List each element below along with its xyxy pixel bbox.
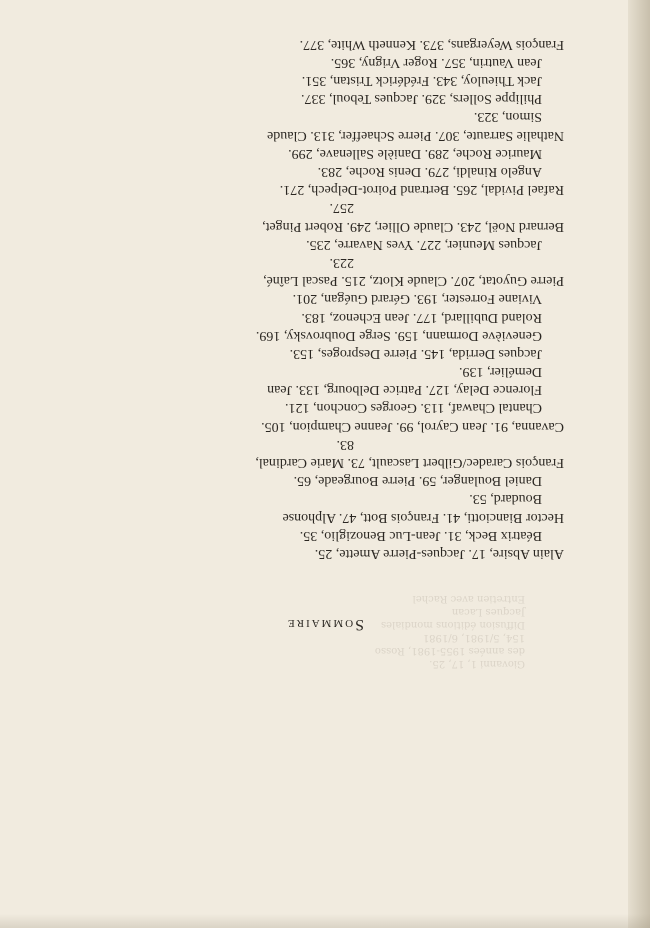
toc-line: Viviane Forrester, 193. Gérard Guégan, 201. bbox=[292, 291, 542, 307]
show-through-line: Jacques Lacan bbox=[451, 606, 525, 617]
toc-line: Jack Thieuloy, 343. Frédérick Tristan, 351. bbox=[301, 73, 542, 89]
table-of-contents bbox=[84, 35, 564, 562]
toc-line: 223. bbox=[329, 255, 354, 270]
toc-line: Chantal Chawaf, 113. Georges Conchon, 121. bbox=[284, 400, 542, 416]
toc-line: Demélier, 139. bbox=[458, 364, 542, 380]
toc-line: Cavanna, 91. Jean Cayrol, 99. Jeanne Champion, 105. bbox=[261, 418, 564, 434]
toc-line: Bernard Noël, 243. Claude Ollier, 249. Robert Pinget, bbox=[262, 218, 564, 234]
show-through-line: des années 1955-1981, Rosso bbox=[374, 645, 525, 656]
toc-line: Alain Absire, 17. Jacques-Pierre Amette, 25. bbox=[314, 546, 564, 561]
show-through-line: Diffusion éditions mondiales bbox=[381, 619, 525, 630]
toc-line: Jean Vautrin, 357. Roger Vrigny, 365. bbox=[330, 54, 542, 70]
toc-line: Roland Dubillard, 177. Jean Echenoz, 183. bbox=[301, 309, 542, 325]
show-through-line: Entretien avec Rachel bbox=[412, 593, 525, 604]
toc-line: Geneviève Dormann, 159. Serge Doubrovsky, 169. bbox=[255, 327, 542, 343]
toc-line: Jacques Meunier, 227. Yves Navarre, 235. bbox=[306, 236, 542, 252]
toc-line: Béatrix Beck, 31. Jean-Luc Benoziglio, 35. bbox=[299, 527, 542, 543]
toc-line: François Caradec/Gilbert Lascault, 73. Marie Cardinal, bbox=[255, 455, 564, 471]
toc-line: 83. bbox=[336, 436, 354, 452]
toc-line: Florence Delay, 127. Patrice Delbourg, 133. Jean bbox=[267, 382, 542, 398]
toc-line: Jacques Derrida, 145. Pierre Desproges, 153. bbox=[289, 345, 542, 361]
toc-line: Nathalie Sarraute, 307. Pierre Schaeffer, 313. Claude bbox=[267, 127, 564, 143]
toc-line: Philippe Sollers, 329. Jacques Teboul, 337. bbox=[300, 91, 542, 107]
toc-line: Pierre Guyotat, 207. Claude Klotz, 215. Pascal Laîné, bbox=[263, 273, 564, 289]
toc-line: Simon, 323. bbox=[473, 109, 542, 125]
toc-line: Rafael Pividal, 265. Bertrand Poirot-Delpech, 271. bbox=[279, 182, 564, 198]
toc-line: 257. bbox=[329, 200, 354, 216]
show-through-line: Giovanni 1, 17, 25. bbox=[429, 658, 525, 669]
toc-line: Hector Bianciotti, 41. François Bott, 47. Alphonse bbox=[282, 509, 564, 525]
toc-line: Maurice Roche, 289. Danièle Sallenave, 299. bbox=[288, 145, 542, 161]
toc-line: Boudard, 53. bbox=[469, 491, 542, 507]
page-title: Sommaire bbox=[285, 616, 365, 633]
show-through-line: 154, 5/1981, 6/1981 bbox=[422, 632, 525, 643]
toc-line: François Weyergans, 373. Kenneth White, 377. bbox=[299, 36, 564, 52]
toc-line: Daniel Boulanger, 59. Pierre Bourgeade, 65. bbox=[293, 473, 542, 489]
toc-line: Angelo Rinaldi, 279. Denis Roche, 283. bbox=[317, 164, 542, 180]
